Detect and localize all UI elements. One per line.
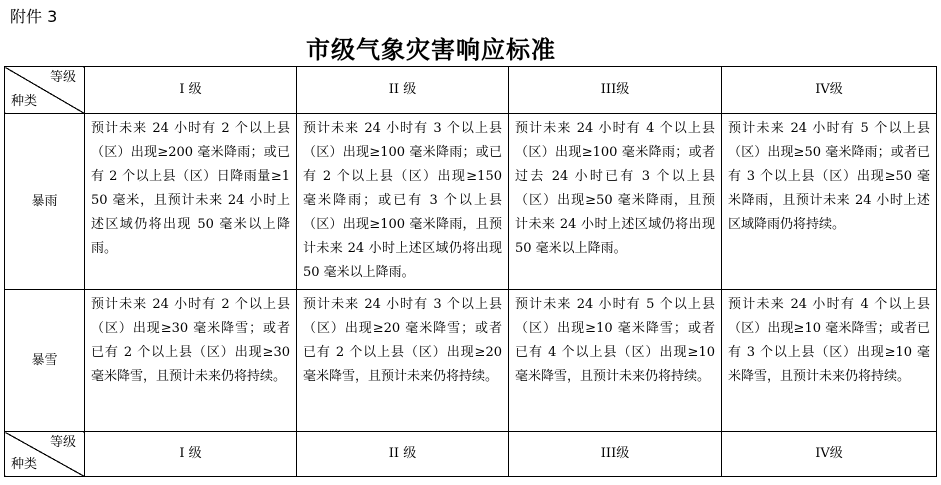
header-diagonal-cell <box>5 67 85 114</box>
snowstorm-level-2-cell: 预计未来 24 小时有 3 个以上县（区）出现≥20 毫米降雪；或者已有 2 个以上县（区）出现≥20 毫米降雪，且预计未来仍将持续。 <box>297 290 509 432</box>
footer-level-2-header: II 级 <box>297 432 509 477</box>
snowstorm-level-1-cell: 预计未来 24 小时有 2 个以上县（区）出现≥30 毫米降雪；或者已有 2 个以上县（区）出现≥30 毫米降雪，且预计未来仍将持续。 <box>85 290 297 432</box>
attachment-label: 附件 3 <box>10 7 58 26</box>
table-footer-header-row <box>5 432 937 477</box>
table-row-snowstorm <box>5 290 937 432</box>
rainstorm-level-1-cell: 预计未来 24 小时有 2 个以上县（区）出现≥200 毫米降雨；或已有 2 个以上县（区）日降雨量≥150 毫米，且预计未来 24 小时上述区域仍将出现 50 毫米以上降雨。 <box>85 114 297 290</box>
footer-category-label: 种类 <box>11 457 38 472</box>
level-2-header: II 级 <box>297 67 509 114</box>
footer-level-3-header: III级 <box>509 432 722 477</box>
response-standard-table <box>4 66 937 477</box>
snowstorm-level-4-cell: 预计未来 24 小时有 4 个以上县（区）出现≥10 毫米降雪；或者已有 3 个以上县（区）出现≥10 毫米降雪，且预计未来仍将持续。 <box>722 290 937 432</box>
rainstorm-level-4-cell: 预计未来 24 小时有 5 个以上县（区）出现≥50 毫米降雨；或者已有 3 个以上县（区）出现≥50 毫米降雨，且预计未来 24 小时上述区域降雨仍将持续。 <box>722 114 937 290</box>
rainstorm-level-3-cell: 预计未来 24 小时有 4 个以上县（区）出现≥100 毫米降雨；或者过去 24 小时已有 3 个以上县（区）出现≥50 毫米降雨，且预计未来 24 小时上述区域仍将出现 50 毫米以上降雨。 <box>509 114 722 290</box>
footer-diagonal-cell <box>5 432 85 477</box>
table-row-rainstorm <box>5 114 937 290</box>
level-3-header: III级 <box>509 67 722 114</box>
table-header-row <box>5 67 937 114</box>
category-label: 种类 <box>11 94 38 109</box>
page-title: 市级气象灾害响应标准 <box>306 35 556 64</box>
level-label: 等级 <box>49 70 76 85</box>
level-4-header: IV级 <box>722 67 937 114</box>
category-snowstorm: 暴雪 <box>5 290 85 432</box>
footer-level-label: 等级 <box>49 435 76 450</box>
level-1-header: I 级 <box>85 67 297 114</box>
footer-level-1-header: I 级 <box>85 432 297 477</box>
footer-level-4-header: IV级 <box>722 432 937 477</box>
category-rainstorm: 暴雨 <box>5 114 85 290</box>
snowstorm-level-3-cell: 预计未来 24 小时有 5 个以上县（区）出现≥10 毫米降雪；或者已有 4 个以上县（区）出现≥10 毫米降雪，且预计未来仍将持续。 <box>509 290 722 432</box>
rainstorm-level-2-cell: 预计未来 24 小时有 3 个以上县（区）出现≥100 毫米降雨；或已有 2 个以上县（区）出现≥150 毫米降雨；或已有 3 个以上县（区）出现≥100 毫米降雨，且预计未来 24 小时上述区域仍将出现 50 毫米以上降雨。 <box>297 114 509 290</box>
